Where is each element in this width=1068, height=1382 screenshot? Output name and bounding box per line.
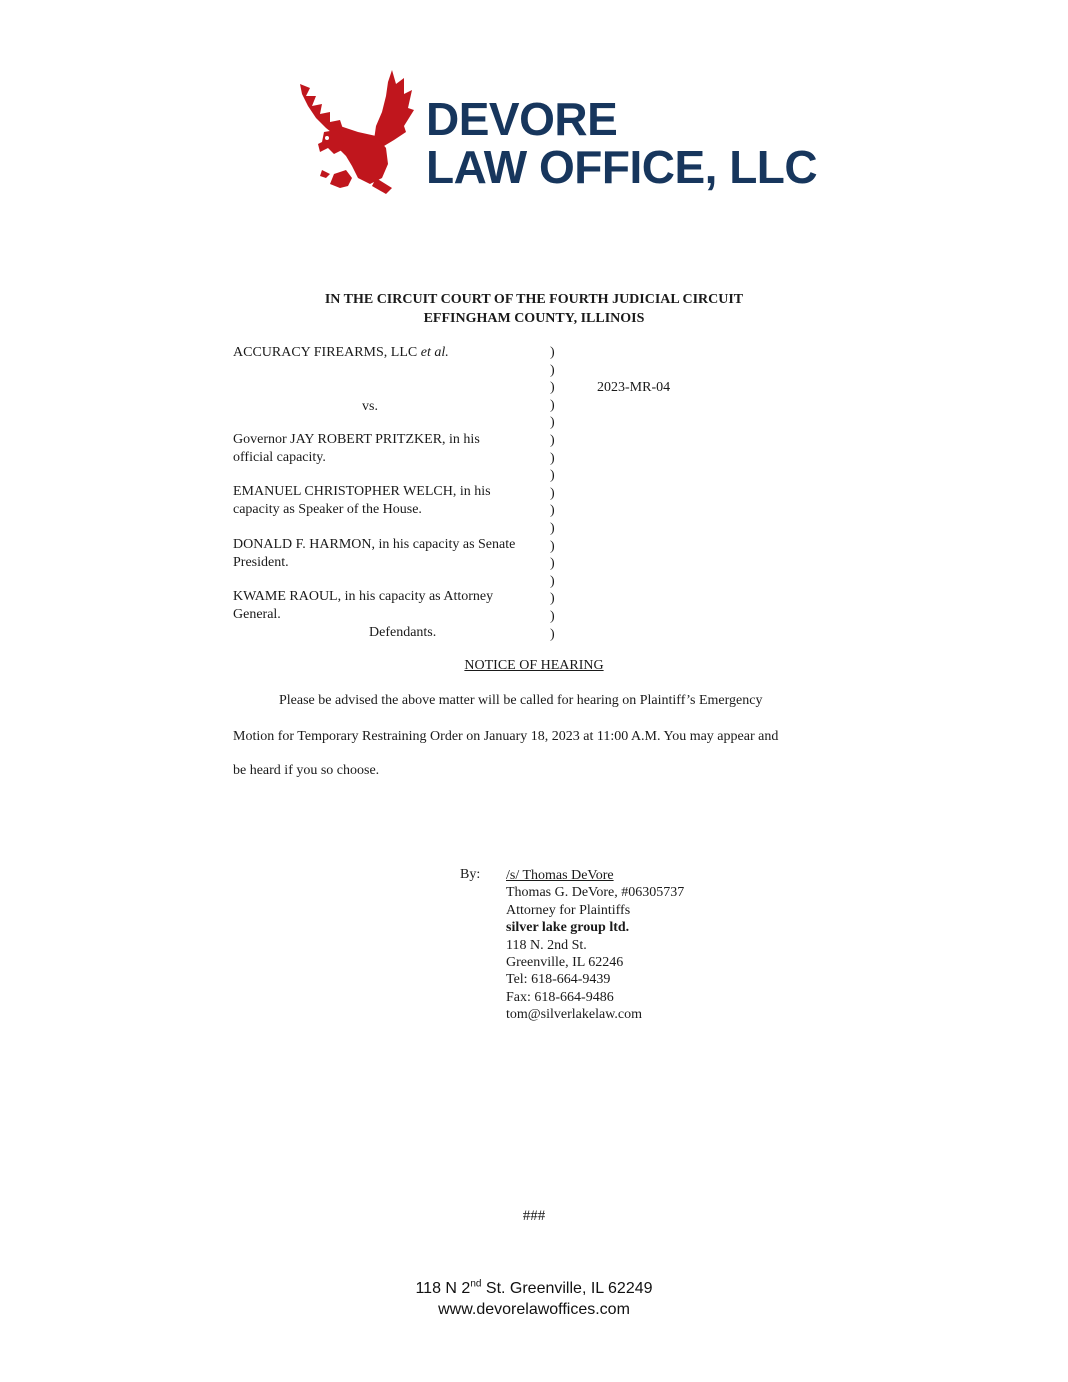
firm-fax: Fax: 618-664-9486 bbox=[506, 989, 614, 1005]
notice-title: NOTICE OF HEARING bbox=[464, 658, 604, 673]
eagle-icon bbox=[296, 66, 416, 198]
caption-paren: ) bbox=[550, 520, 555, 536]
court-county: EFFINGHAM COUNTY, ILLINOIS bbox=[423, 311, 645, 326]
firm-city: Greenville, IL 62246 bbox=[506, 955, 624, 971]
defendant-2: EMANUEL CHRISTOPHER WELCH, in his capacity as Speaker of the House. bbox=[233, 484, 491, 517]
defendant-4: KWAME RAOUL, in his capacity as Attorney General. bbox=[233, 589, 494, 622]
caption-paren: ) bbox=[550, 450, 555, 466]
caption-paren: ) bbox=[550, 626, 555, 642]
caption-paren: ) bbox=[550, 432, 555, 448]
attorney-email: tom@silverlakelaw.com bbox=[506, 1007, 643, 1023]
firm-name-line1: DEVORE bbox=[426, 93, 618, 145]
firm-name-line2: LAW OFFICE, LLC bbox=[426, 141, 818, 193]
caption-paren: ) bbox=[550, 345, 555, 360]
firm-telephone: Tel: 618-664-9439 bbox=[506, 972, 611, 988]
notice-line-3: be heard if you so choose. bbox=[233, 763, 380, 778]
caption-paren: ) bbox=[550, 503, 555, 519]
by-label: By: bbox=[460, 867, 481, 882]
plaintiff-name: ACCURACY FIREARMS, LLC et al. bbox=[233, 345, 449, 360]
caption-paren: ) bbox=[550, 556, 555, 572]
case-number: 2023-MR-04 bbox=[597, 380, 671, 395]
firm-street: 118 N. 2nd St. bbox=[506, 937, 587, 953]
caption-paren: ) bbox=[550, 538, 555, 554]
caption-paren: ) bbox=[550, 468, 555, 484]
caption-parentheses bbox=[550, 344, 555, 643]
defendants-label: Defendants. bbox=[369, 625, 437, 640]
caption-paren: ) bbox=[550, 397, 555, 413]
versus-label: vs. bbox=[362, 399, 378, 414]
attorney-role: Attorney for Plaintiffs bbox=[506, 902, 631, 918]
electronic-signature: /s/ Thomas DeVore bbox=[506, 868, 614, 883]
firm-name: silver lake group ltd. bbox=[506, 920, 630, 936]
court-name: IN THE CIRCUIT COURT OF THE FOURTH JUDICIAL CIRCUIT bbox=[324, 292, 744, 307]
caption-paren: ) bbox=[550, 608, 555, 624]
caption-paren: ) bbox=[550, 415, 555, 431]
footer-website: www.devorelawoffices.com bbox=[438, 1301, 630, 1318]
defendant-3: DONALD F. HARMON, in his capacity as Senate President. bbox=[233, 537, 516, 570]
caption-paren: ) bbox=[550, 362, 555, 378]
footer-address: 118 N 2nd St. Greenville, IL 62249 bbox=[415, 1278, 653, 1297]
caption-paren: ) bbox=[550, 591, 555, 607]
attorney-name: Thomas G. DeVore, #06305737 bbox=[506, 885, 685, 901]
notice-line-2: Motion for Temporary Restraining Order on January 18, 2023 at 11:00 A.M. You may appear and bbox=[233, 729, 779, 744]
signature-block bbox=[506, 867, 684, 1024]
notice-line-1: Please be advised the above matter will be called for hearing on Plaintiff’s Emergency bbox=[279, 693, 763, 708]
defendant-1: Governor JAY ROBERT PRITZKER, in his official capacity. bbox=[233, 432, 480, 465]
end-mark: ### bbox=[522, 1208, 546, 1224]
caption-paren: ) bbox=[550, 573, 555, 589]
caption-paren: ) bbox=[550, 485, 555, 501]
caption-paren: ) bbox=[550, 380, 555, 396]
